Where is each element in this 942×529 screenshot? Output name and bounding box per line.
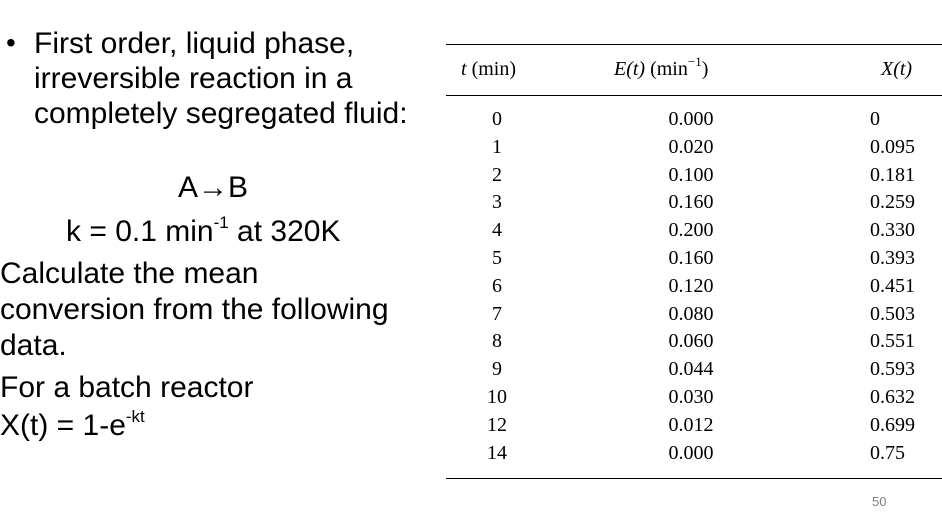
cell-rtd: 0.012 xyxy=(668,413,714,436)
table-row xyxy=(446,356,942,384)
table-bottom-rule xyxy=(446,478,942,479)
cell-conversion: 0 xyxy=(870,108,880,130)
cell-time: 4 xyxy=(492,219,502,242)
cell-conversion: 0.451 xyxy=(870,274,915,297)
instruction-line-3: data. xyxy=(0,329,67,362)
table-row xyxy=(446,273,942,301)
cell-conversion: 0.593 xyxy=(870,358,915,381)
cell-rtd: 0.000 xyxy=(668,441,714,464)
header-rtd-unit: (min xyxy=(645,58,688,80)
bullet-dot-icon: • xyxy=(6,27,16,58)
slide-number: 50 xyxy=(872,494,887,509)
cell-rtd: 0.020 xyxy=(668,135,714,158)
header-time-var: t xyxy=(461,58,467,80)
cell-time: 10 xyxy=(487,385,507,408)
cell-rtd: 0.120 xyxy=(668,274,714,297)
cell-conversion: 0.259 xyxy=(870,191,915,214)
bullet-item xyxy=(6,26,436,131)
bullet-text: First order, liquid phase, irreversible reaction in a completely segregated fluid: xyxy=(34,27,408,130)
cell-time: 2 xyxy=(492,163,502,186)
cell-time: 0 xyxy=(492,108,502,130)
cell-time: 6 xyxy=(492,274,502,297)
batch-reactor-line: For a batch reactor xyxy=(0,371,254,404)
header-rtd-close: ) xyxy=(701,58,709,80)
table-row xyxy=(446,384,942,412)
formula-prefix: X(t) = 1-e xyxy=(0,409,126,442)
cell-time: 14 xyxy=(487,441,507,464)
table-row xyxy=(446,328,942,356)
formula-exponent: -kt xyxy=(125,407,145,426)
table-row xyxy=(446,106,942,134)
cell-rtd: 0.080 xyxy=(668,302,714,325)
cell-rtd: 0.060 xyxy=(668,330,714,353)
cell-rtd: 0.030 xyxy=(668,385,714,408)
cell-time: 3 xyxy=(492,191,502,214)
header-time-unit: (min) xyxy=(466,58,516,80)
cell-time: 9 xyxy=(492,358,502,381)
cell-rtd: 0.000 xyxy=(668,108,714,130)
cell-time: 7 xyxy=(492,302,502,325)
table-top-rule xyxy=(446,44,942,45)
table-row xyxy=(446,162,942,190)
rate-constant-suffix: at 320K xyxy=(228,215,341,248)
table-row xyxy=(446,189,942,217)
table-row xyxy=(446,301,942,329)
table-header-rule xyxy=(446,95,942,96)
cell-conversion: 0.699 xyxy=(870,413,915,436)
cell-conversion: 0.393 xyxy=(870,246,915,269)
rate-constant-prefix: k = 0.1 min xyxy=(66,215,214,248)
cell-conversion: 0.632 xyxy=(870,385,915,408)
conversion-formula xyxy=(0,408,145,444)
rate-constant-exponent: -1 xyxy=(213,213,229,232)
cell-conversion: 0.330 xyxy=(870,219,915,242)
table-row xyxy=(446,412,942,440)
header-time xyxy=(461,58,516,81)
reaction-equation: A→B xyxy=(178,171,249,204)
cell-rtd: 0.160 xyxy=(668,246,714,269)
cell-conversion: 0.75 xyxy=(870,441,905,464)
header-rtd-var: E(t) xyxy=(614,58,646,80)
cell-conversion: 0.095 xyxy=(870,135,915,158)
rate-constant xyxy=(66,214,340,250)
table-body xyxy=(446,106,942,467)
cell-conversion: 0.181 xyxy=(870,163,915,186)
cell-rtd: 0.200 xyxy=(668,219,714,242)
cell-rtd: 0.100 xyxy=(668,163,714,186)
table-row xyxy=(446,134,942,162)
cell-time: 5 xyxy=(492,246,502,269)
header-rtd-exp: −1 xyxy=(687,54,702,69)
cell-time: 1 xyxy=(492,135,502,158)
cell-rtd: 0.044 xyxy=(668,358,714,381)
header-conversion: X(t) xyxy=(881,58,913,80)
table-row xyxy=(446,245,942,273)
cell-conversion: 0.503 xyxy=(870,302,915,325)
instruction-line-2: conversion from the following xyxy=(0,293,389,326)
instruction-line-1: Calculate the mean xyxy=(0,257,259,290)
cell-rtd: 0.160 xyxy=(668,191,714,214)
cell-time: 8 xyxy=(492,330,502,353)
header-rtd xyxy=(614,54,709,81)
table-row xyxy=(446,440,942,468)
table-row xyxy=(446,217,942,245)
cell-conversion: 0.551 xyxy=(870,330,915,353)
cell-time: 12 xyxy=(487,413,507,436)
